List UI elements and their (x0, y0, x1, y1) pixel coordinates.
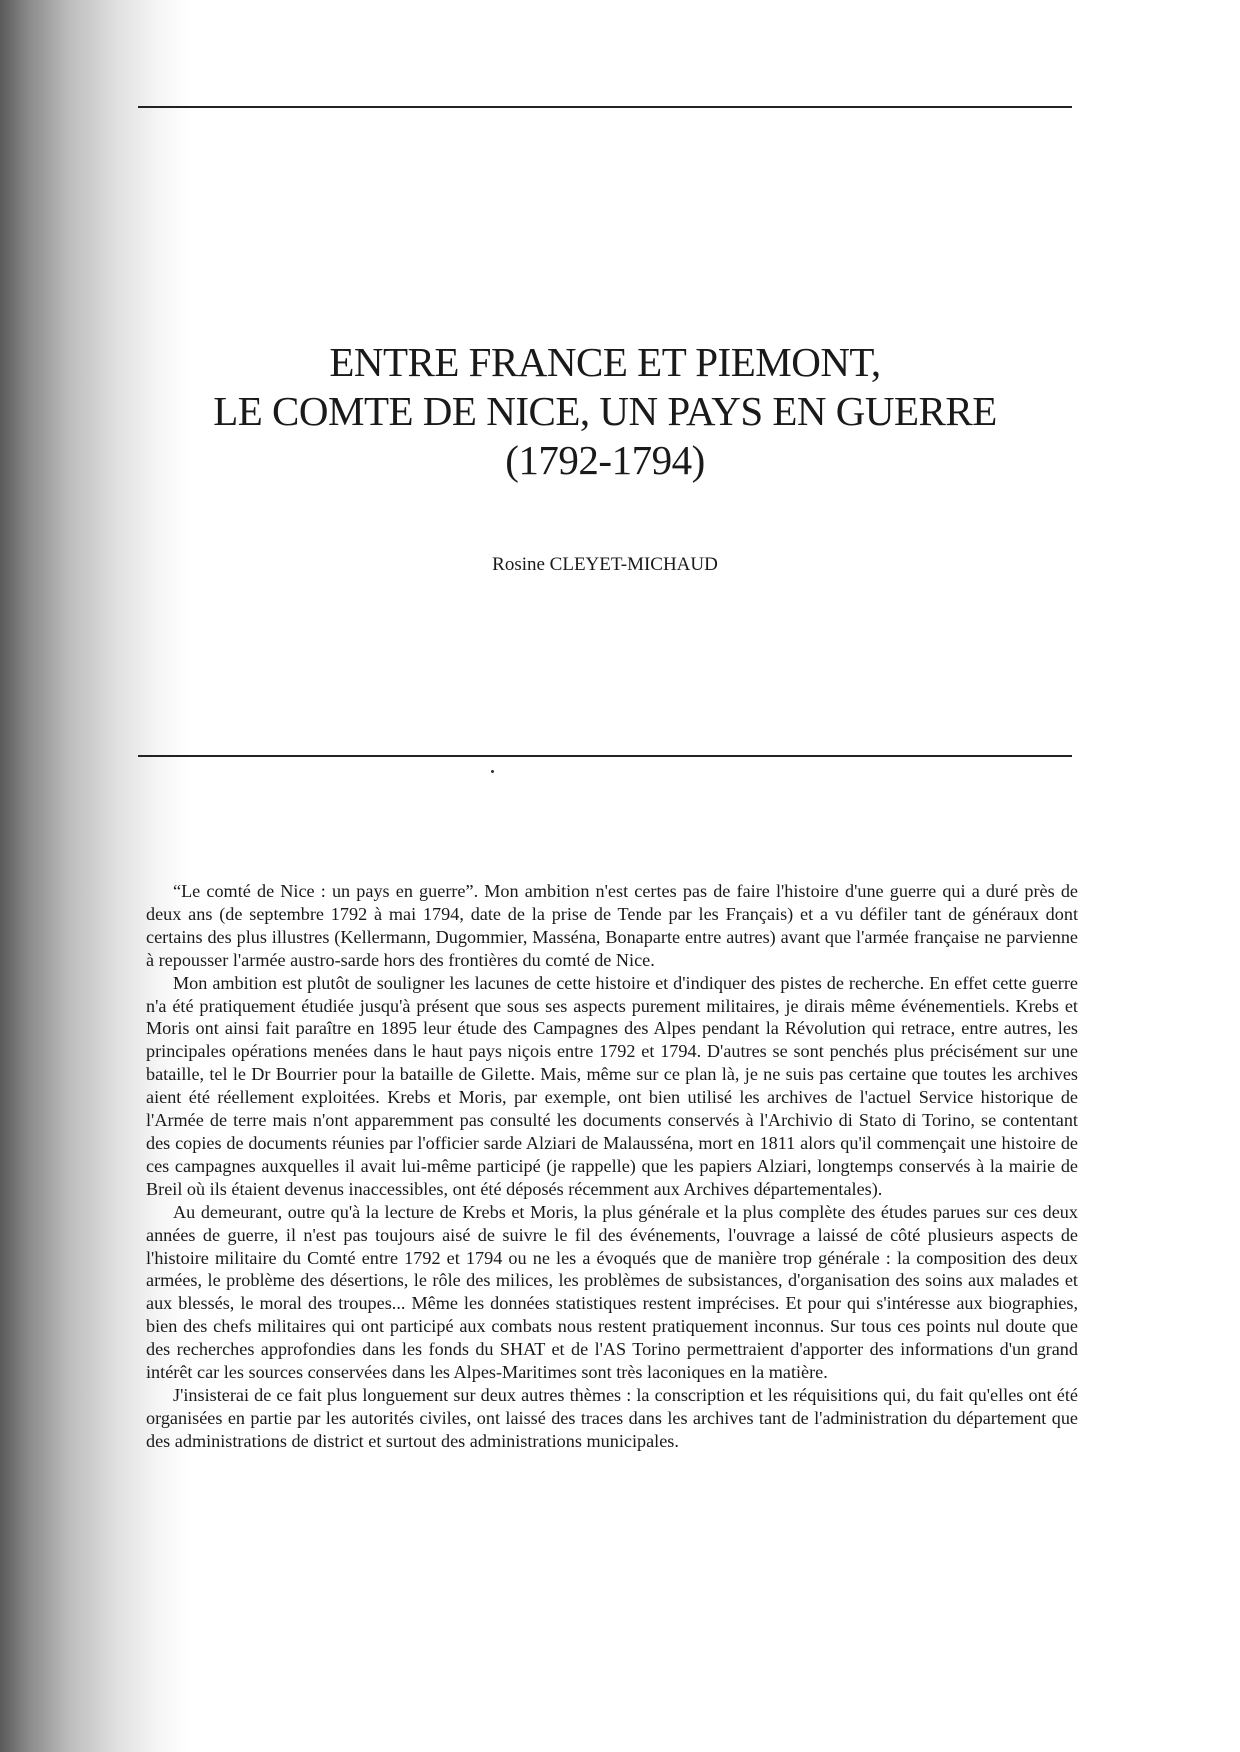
paragraph-1: “Le comté de Nice : un pays en guerre”. Mon ambition n'est certes pas de faire l'histoire d'une guerre qui a duré près de deux ans (de septembre 1792 à mai 1794, date de la prise de Tende par les Français) et a vu défiler tant de généraux dont certains des plus illustres (Kellermann, Dugommier, Masséna, Bonaparte entre autres) avant que l'armée française ne parvienne à repousser l'armée austro-sarde hors des frontières du comté de Nice. (146, 881, 1078, 970)
section-rule (138, 755, 1072, 757)
article-author: Rosine CLEYET-MICHAUD (492, 554, 718, 575)
paragraph-4: J'insisterai de ce fait plus longuement sur deux autres thèmes : la conscription et les réquisitions qui, du fait qu'elles ont été organisées en partie par les autorités civiles, ont laissé des traces dans les archives tant de l'administration du département que des administrations de district et surtout des administrations municipales. (146, 1384, 1078, 1451)
title-line-3: (1792-1794) (505, 437, 705, 483)
title-line-1: ENTRE FRANCE ET PIEMONT, (329, 339, 881, 385)
stray-dot (491, 770, 494, 773)
paragraph-2: Mon ambition est plutôt de souligner les lacunes de cette histoire et d'indiquer des pistes de recherche. En effet cette guerre n'a été pratiquement étudiée jusqu'à présent que sous ses aspects purement militaires, je dirais même événementiels. Krebs et Moris ont ainsi fait paraître en 1895 leur étude des Campagnes des Alpes pendant la Révolution qui retrace, entre autres, les principales opérations menées dans le haut pays niçois entre 1792 et 1794. D'autres se sont penchés plus précisément sur une bataille, tel le Dr Bourrier pour la bataille de Gilette. Mais, même sur ce plan là, je ne suis pas certaine que toutes les archives aient été réellement exploitées. Krebs et Moris, par exemple, ont bien utilisé les archives de l'actuel Service historique de l'Armée de terre mais n'ont apparemment pas consulté les documents conservés à l'Archivio di Stato di Torino, se contentant des copies de documents réunies par l'officier sarde Alziari de Malausséna, mort en 1811 alors qu'il commençait une histoire de ces campagnes auxquelles il avait lui-même participé (je rappelle) que les papiers Alziari, longtemps conservés à la mairie de Breil où ils étaient devenus inaccessibles, ont été déposés récemment aux Archives départementales). (146, 972, 1078, 1199)
article-title (138, 338, 1072, 485)
book-gutter-shadow (0, 0, 190, 1752)
paragraph-3: Au demeurant, outre qu'à la lecture de Krebs et Moris, la plus générale et la plus complète des études parues sur ces deux années de guerre, il n'est pas toujours aisé de suivre le fil des événements, l'ouvrage a laissé de côté plusieurs aspects de l'histoire militaire du Comté entre 1792 et 1794 ou ne les a évoqués que de manière trop générale : la composition des deux armées, le problème des désertions, le rôle des milices, les problèmes de subsistances, d'organisation des soins aux malades et aux blessés, le moral des troupes... Même les données statistiques restent imprécises. Et pour qui s'intéresse aux biographies, bien des chefs militaires qui ont participé aux combats nous restent pratiquement inconnus. Sur tous ces points nul doute que des recherches approfondies dans les fonds du SHAT et de l'AS Torino permettraient d'apporter des informations d'un grand intérêt car les sources conservées dans les Alpes-Maritimes sont très laconiques en la matière. (146, 1201, 1078, 1383)
top-rule (138, 106, 1072, 108)
title-line-2: LE COMTE DE NICE, UN PAYS EN GUERRE (213, 388, 997, 434)
article-body (146, 880, 1078, 1453)
